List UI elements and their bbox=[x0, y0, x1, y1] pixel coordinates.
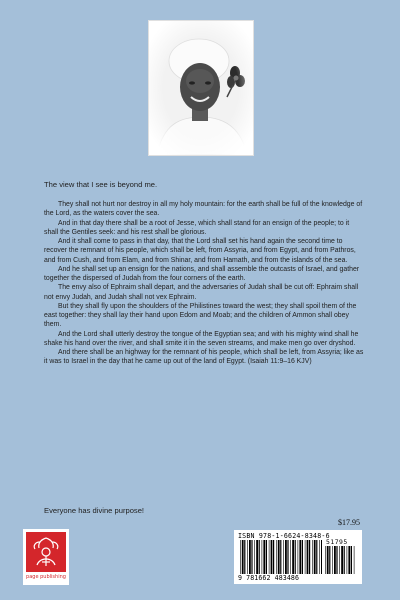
passage-paragraph: But they shall fly upon the shoulders of the Philistines toward the west; they shall spoil them of the east together: they shall lay their hand upon Edom and Moab; and the children of Ammon shall obey them. bbox=[44, 302, 357, 329]
barcode-number: 9 781662 483486 bbox=[238, 574, 300, 582]
passage-paragraph: The envy also of Ephraim shall depart, and the adversaries of Judah shall be cut off: Ephraim shall not envy Judah, and Judah shall not vex Ephraim. bbox=[44, 284, 359, 301]
publisher-logo bbox=[23, 529, 69, 585]
author-portrait-image bbox=[149, 21, 253, 155]
passage-paragraph: They shall not hurt nor destroy in all my holy mountain: for the earth shall be full of the knowledge of the Lord, as the waters cover the sea. bbox=[44, 201, 363, 218]
passage-paragraph: And he shall set up an ensign for the nations, and shall assemble the outcasts of Israel, and gather together the dispersed of Judah from the four corners of the earth. bbox=[44, 265, 360, 282]
publisher-logo-icon bbox=[26, 532, 66, 572]
publisher-name: page publishing bbox=[26, 574, 66, 580]
isbn-barcode bbox=[234, 530, 362, 584]
closing-line: Everyone has divine purpose! bbox=[44, 506, 145, 515]
passage-paragraph: And it shall come to pass in that day, that the Lord shall set his hand again the second time to recover the remnant of his people, which shall be left, from Assyria, and from Egypt, and from Pathros, and from Cush, and from Elam, and from Shinar, and from Hamath, and from the islands of the sea. bbox=[44, 238, 356, 264]
intro-line: The view that I see is beyond me. bbox=[44, 180, 158, 189]
isbn-label: ISBN 978-1-6624-8348-6 bbox=[238, 532, 330, 540]
passage-paragraph: And the Lord shall utterly destroy the tongue of the Egyptian sea; and with his mighty wind shall he shake his hand over the river, and shall smite it in the seven streams, and make men go over dryshod. bbox=[44, 330, 359, 347]
barcode-bars bbox=[240, 540, 322, 574]
passage-paragraph: And in that day there shall be a root of Jesse, which shall stand for an ensign of the people; to it shall the Gentiles seek: and his rest shall be glorious. bbox=[44, 219, 350, 236]
passage-paragraph: And there shall be an highway for the remnant of his people, which shall be left, from Assyria; like as it was to Israel in the day that he came up out of the land of Egypt. (Isaiah 11:9–16 KJV) bbox=[44, 349, 364, 366]
barcode-addon-bars bbox=[325, 546, 357, 574]
price-label: $17.95 bbox=[338, 518, 360, 527]
barcode-addon-number: 51795 bbox=[326, 538, 348, 546]
scripture-passage bbox=[44, 200, 364, 367]
author-photo bbox=[148, 20, 254, 156]
